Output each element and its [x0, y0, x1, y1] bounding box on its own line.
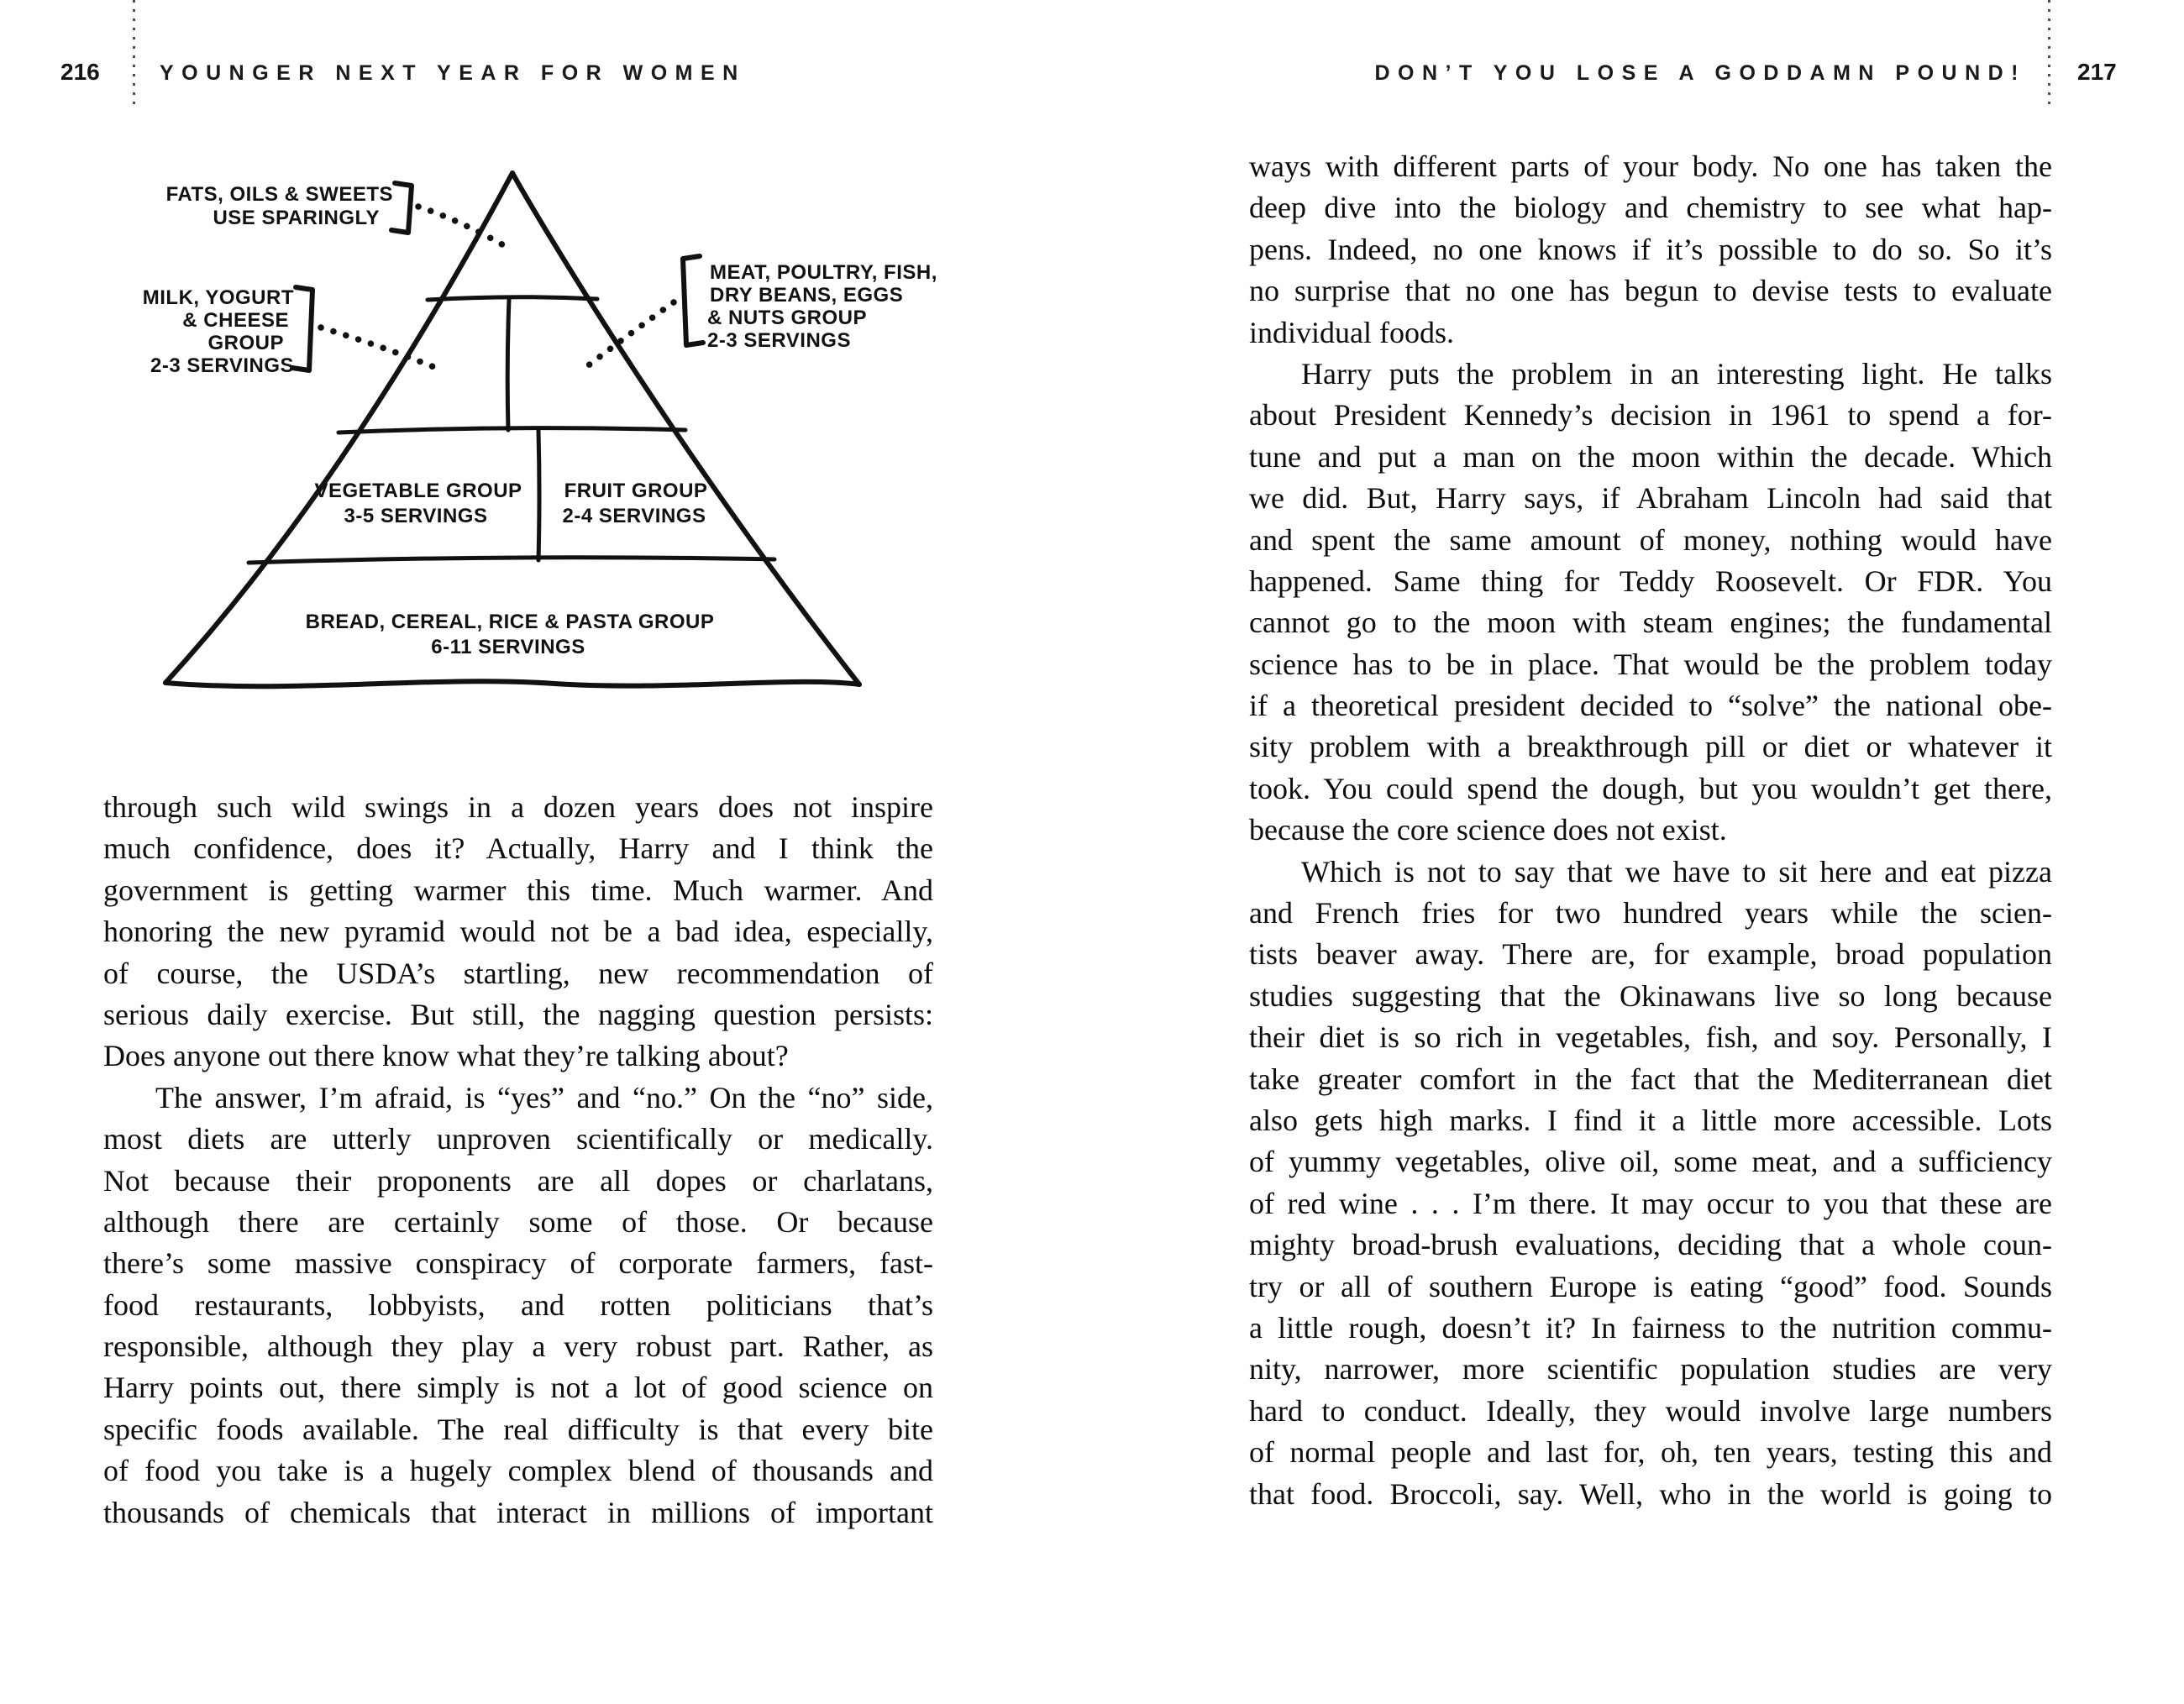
- text-line: happened. Same thing for Teddy Roosevelt. Or FDR. You: [1249, 564, 2052, 598]
- label-bread-line2: 6-11 SERVINGS: [431, 636, 585, 658]
- text-line: most diets are utterly unproven scientifically or medically.: [103, 1122, 933, 1156]
- text-line: a little rough, doesn’t it? In fairness to the nutrition commu-: [1249, 1310, 2052, 1345]
- text-line: that food. Broccoli, say. Well, who in the world is going to: [1249, 1476, 2052, 1511]
- folio-rule-left: [133, 0, 135, 109]
- tier-line-1: [428, 297, 597, 300]
- text-line: Which is not to say that we have to sit here and eat pizza: [1301, 854, 2052, 889]
- label-vegetable-line1: VEGETABLE GROUP: [314, 480, 522, 502]
- label-meat-line3: & NUTS GROUP: [707, 307, 868, 329]
- label-fats-line2: USE SPARINGLY: [213, 207, 380, 229]
- label-milk: [143, 286, 294, 377]
- label-milk-line1: MILK, YOGURT: [142, 286, 294, 309]
- tier-line-2: [339, 428, 685, 433]
- text-line: and spent the same amount of money, nothing would have: [1249, 522, 2052, 557]
- text-line: of food you take is a hugely complex blend of thousands and: [103, 1454, 933, 1488]
- text-line: no surprise that no one has begun to devise tests to evaluate: [1249, 274, 2052, 308]
- text-line: deep dive into the biology and chemistry to see what hap-: [1249, 191, 2052, 225]
- text-line: of yummy vegetables, olive oil, some meat, and a sufficiency: [1249, 1145, 2052, 1179]
- label-fruit: [563, 480, 708, 527]
- text-line: pens. Indeed, no one knows if it’s possible to do so. So it’s: [1249, 232, 2052, 266]
- text-line: Harry points out, there simply is not a lot of good science on: [103, 1371, 933, 1405]
- label-meat-line4: 2-3 SERVINGS: [707, 329, 851, 352]
- left-text-column: [103, 787, 933, 1534]
- text-line: about President Kennedy’s decision in 1961 to spend a for-: [1249, 398, 2052, 433]
- text-line: and French fries for two hundred years while the scien-: [1249, 896, 2052, 931]
- text-line: studies suggesting that the Okinawans live so long because: [1249, 978, 2052, 1013]
- label-fruit-line1: FRUIT GROUP: [564, 480, 708, 502]
- food-pyramid-figure: [84, 126, 974, 731]
- text-line: thousands of chemicals that interact in millions of important: [103, 1495, 933, 1529]
- text-line: mighty broad-brush evaluations, deciding that a whole coun-: [1249, 1228, 2052, 1262]
- text-line: try or all of southern Europe is eating “good” food. Sounds: [1249, 1269, 2052, 1303]
- label-vegetable: [314, 480, 522, 527]
- text-line: also gets high marks. I find it a little more accessible. Lots: [1249, 1103, 2052, 1137]
- text-line: through such wild swings in a dozen years does not inspire: [103, 790, 933, 824]
- text-line: Does anyone out there know what they’re talking about?: [103, 1039, 789, 1073]
- text-line: responsible, although they play a very robust part. Rather, as: [103, 1329, 933, 1364]
- tier-line-3: [249, 558, 774, 563]
- label-meat: [707, 261, 937, 352]
- label-meat-line2: DRY BEANS, EGGS: [710, 284, 904, 307]
- text-line: Harry puts the problem in an interesting light. He talks: [1301, 356, 2052, 391]
- label-fats: [166, 183, 393, 229]
- label-milk-line3: GROUP: [207, 332, 284, 354]
- text-line: of course, the USDA’s startling, new recommendation of: [103, 956, 933, 990]
- running-head-left: YOUNGER NEXT YEAR FOR WOMEN: [160, 61, 746, 85]
- text-line: take greater comfort in the fact that the Mediterranean diet: [1249, 1062, 2052, 1096]
- label-meat-line1: MEAT, POULTRY, FISH,: [710, 261, 937, 284]
- text-line: hard to conduct. Ideally, they would involve large numbers: [1249, 1393, 2052, 1428]
- running-head-right: DON’T YOU LOSE A GODDAMN POUND!: [1374, 61, 2026, 85]
- text-line: because the core science does not exist.: [1249, 813, 1727, 847]
- text-line: serious daily exercise. But still, the nagging question persists:: [103, 997, 933, 1031]
- page-number-right: 217: [2077, 59, 2117, 85]
- text-line: The answer, I’m afraid, is “yes” and “no.” On the “no” side,: [155, 1080, 933, 1114]
- folio-rule-right: [2048, 0, 2050, 109]
- label-fats-line1: FATS, OILS & SWEETS: [165, 183, 393, 206]
- label-bread-line1: BREAD, CEREAL, RICE & PASTA GROUP: [305, 611, 715, 633]
- text-line: specific foods available. The real difficulty is that every bite: [103, 1412, 933, 1446]
- label-milk-line2: & CHEESE: [182, 309, 289, 332]
- text-line: much confidence, does it? Actually, Harry and I think the: [103, 831, 933, 866]
- text-line: honoring the new pyramid would not be a bad idea, especially,: [103, 915, 933, 949]
- text-line: sity problem with a breakthrough pill or diet or whatever it: [1249, 730, 2052, 764]
- fats-dotted-leader: [418, 207, 511, 249]
- text-line: individual foods.: [1249, 315, 1454, 349]
- text-line: food restaurants, lobbyists, and rotten politicians that’s: [103, 1287, 933, 1322]
- meat-bracket: [683, 256, 703, 345]
- text-line: Not because their proponents are all dopes or charlatans,: [103, 1163, 933, 1198]
- pyramid-base: [165, 681, 859, 686]
- label-milk-line4: 2-3 SERVINGS: [150, 354, 294, 377]
- text-line: of red wine . . . I’m there. It may occur to you that these are: [1249, 1186, 2052, 1220]
- text-line: ways with different parts of your body. No one has taken the: [1249, 149, 2052, 183]
- food-pyramid-svg: [84, 126, 974, 731]
- label-vegetable-line2: 3-5 SERVINGS: [344, 505, 488, 527]
- text-line: cannot go to the moon with steam engines; the fundamental: [1249, 606, 2052, 640]
- text-line: tune and put a man on the moon within the decade. Which: [1249, 439, 2052, 474]
- milk-bracket: [292, 287, 312, 370]
- text-line: took. You could spend the dough, but you wouldn’t get there,: [1249, 771, 2052, 805]
- text-line: their diet is so rich in vegetables, fish, and soy. Personally, I: [1249, 1020, 2052, 1055]
- tier2-divider: [507, 300, 509, 430]
- tier3-divider: [538, 431, 539, 560]
- text-line: there’s some massive conspiracy of corporate farmers, fast-: [103, 1246, 933, 1281]
- label-bread: [306, 611, 715, 658]
- text-line: we did. But, Harry says, if Abraham Lincoln had said that: [1249, 481, 2052, 516]
- text-line: nity, narrower, more scientific population studies are very: [1249, 1352, 2052, 1387]
- text-line: if a theoretical president decided to “solve” the national obe-: [1249, 689, 2052, 723]
- page-number-left: 216: [60, 59, 100, 85]
- label-fruit-line2: 2-4 SERVINGS: [562, 505, 706, 527]
- text-line: tists beaver away. There are, for example, broad population: [1249, 937, 2052, 972]
- text-line: of normal people and last for, oh, ten years, testing this and: [1249, 1435, 2052, 1470]
- fats-bracket: [391, 183, 412, 233]
- text-line: science has to be in place. That would be the problem today: [1249, 647, 2052, 681]
- text-line: government is getting warmer this time. Much warmer. And: [103, 873, 933, 907]
- text-line: although there are certainly some of those. Or because: [103, 1204, 933, 1239]
- right-text-column: [1249, 146, 2052, 1515]
